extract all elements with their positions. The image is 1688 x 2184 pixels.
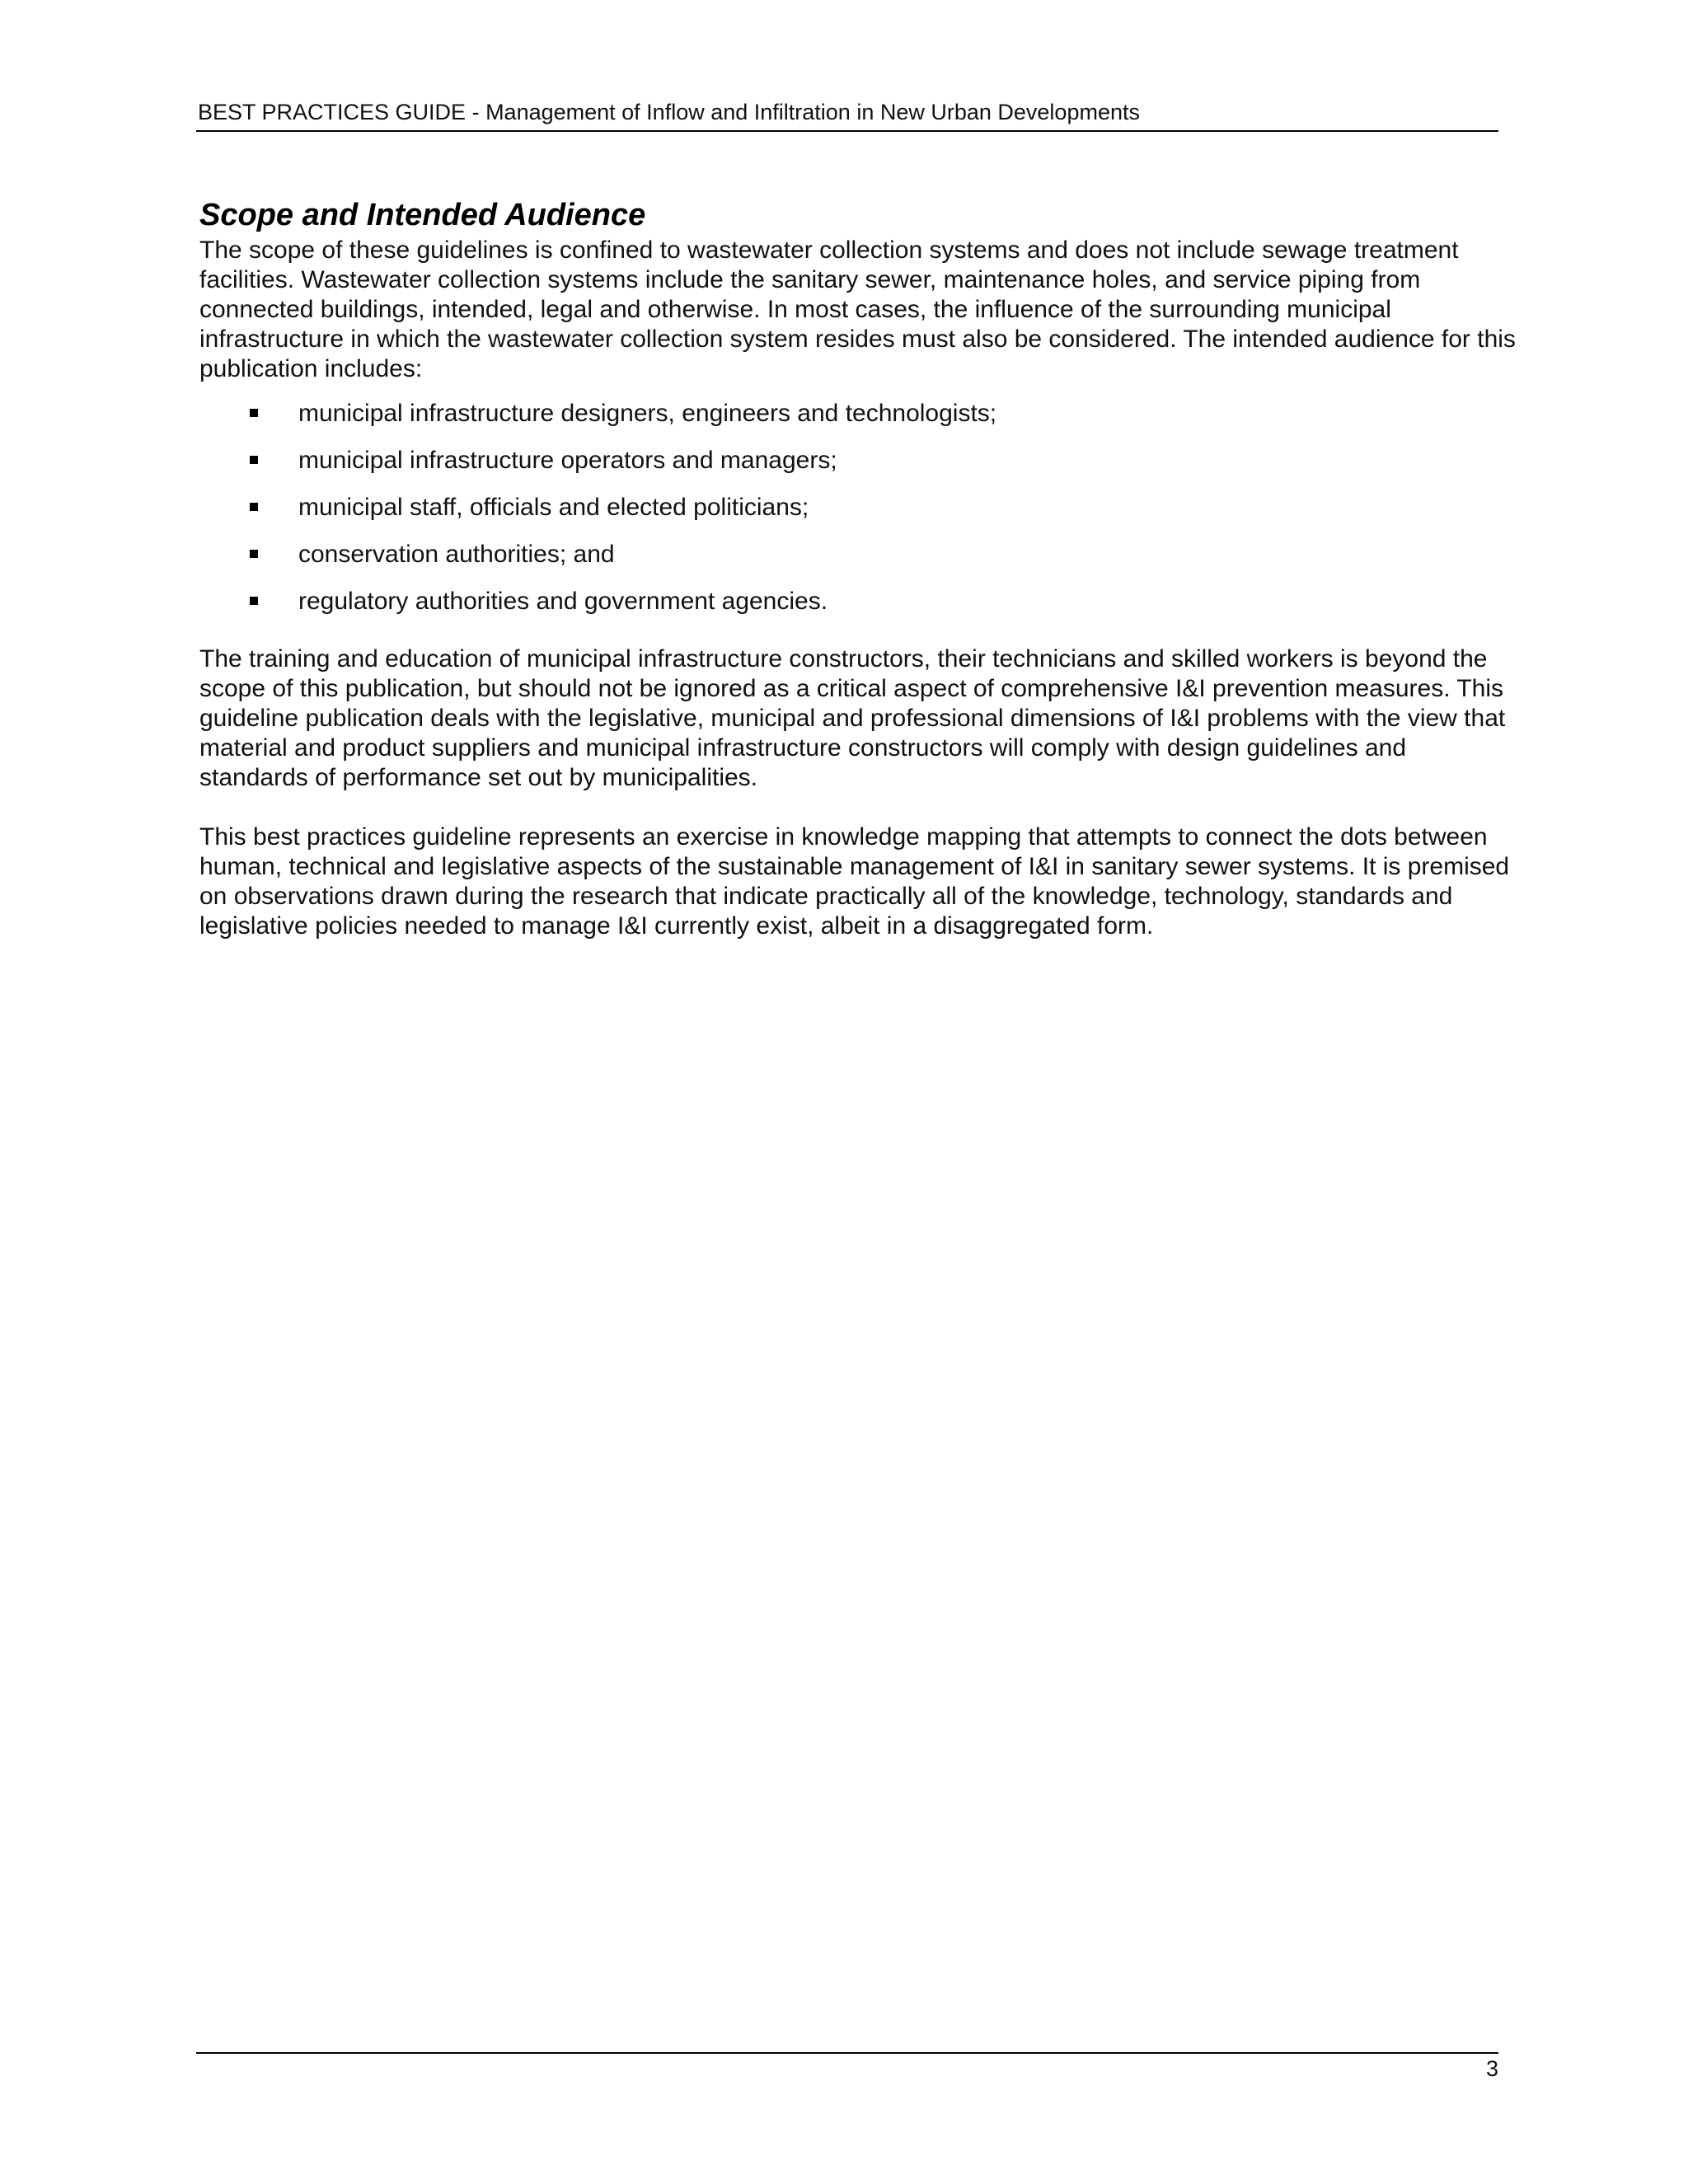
running-header xyxy=(198,96,1497,129)
list-item-text: conservation authorities; and xyxy=(298,541,615,568)
square-bullet-icon xyxy=(250,456,258,464)
square-bullet-icon xyxy=(250,597,258,605)
square-bullet-icon xyxy=(250,409,258,417)
running-header-series: BEST PRACTICES GUIDE - xyxy=(198,100,480,124)
running-header-title: Management of Inflow and Infiltration in New Urban Developments xyxy=(479,100,1140,124)
knowledge-mapping-paragraph: This best practices guideline represents an exercise in knowledge mapping that attempts to connect the dots between human, technical and legislative aspects of the sustainable management of I&I in sanitary sewer systems. It is premised on observations drawn during the research that indicate practically all of the knowledge, technology, standards and legislative policies needed to manage I&I currently exist, albeit in a disaggregated form. xyxy=(199,823,1510,940)
page-body xyxy=(199,194,1518,941)
intro-paragraph: The scope of these guidelines is confined to wastewater collection systems and does not include sewage treatment facilities. Wastewater collection systems include the sanitary sewer, maintenance holes, and service piping from connected buildings, intended, legal and otherwise. In most cases, the influence of the surrounding municipal infrastructure in which the wastewater collection system resides must also be considered. The intended audience for this publication includes: xyxy=(199,237,1516,382)
header-rule xyxy=(196,130,1498,132)
list-item-text: regulatory authorities and government agencies. xyxy=(298,588,828,615)
list-item xyxy=(199,446,1518,476)
page-number: 3 xyxy=(1485,2056,1498,2081)
audience-list xyxy=(199,399,1518,616)
square-bullet-icon xyxy=(250,503,258,511)
list-item-text: municipal infrastructure designers, engineers and technologists; xyxy=(298,400,997,427)
list-item xyxy=(199,399,1518,429)
square-bullet-icon xyxy=(250,550,258,558)
training-paragraph: The training and education of municipal infrastructure constructors, their technicians and skilled workers is beyond the scope of this publication, but should not be ignored as a critical aspect of comprehensive I&I prevention measures. This guideline publication deals with the legislative, municipal and professional dimensions of I&I problems with the view that material and product suppliers and municipal infrastructure constructors will comply with design guidelines and standards of performance set out by municipalities. xyxy=(199,645,1506,791)
list-item xyxy=(199,540,1518,569)
list-item-text: municipal staff, officials and elected politicians; xyxy=(298,494,809,521)
list-item-text: municipal infrastructure operators and managers; xyxy=(298,447,837,474)
section-heading: Scope and Intended Audience xyxy=(199,198,646,232)
footer-rule xyxy=(196,2052,1498,2054)
list-item xyxy=(199,587,1518,616)
list-item xyxy=(199,493,1518,523)
